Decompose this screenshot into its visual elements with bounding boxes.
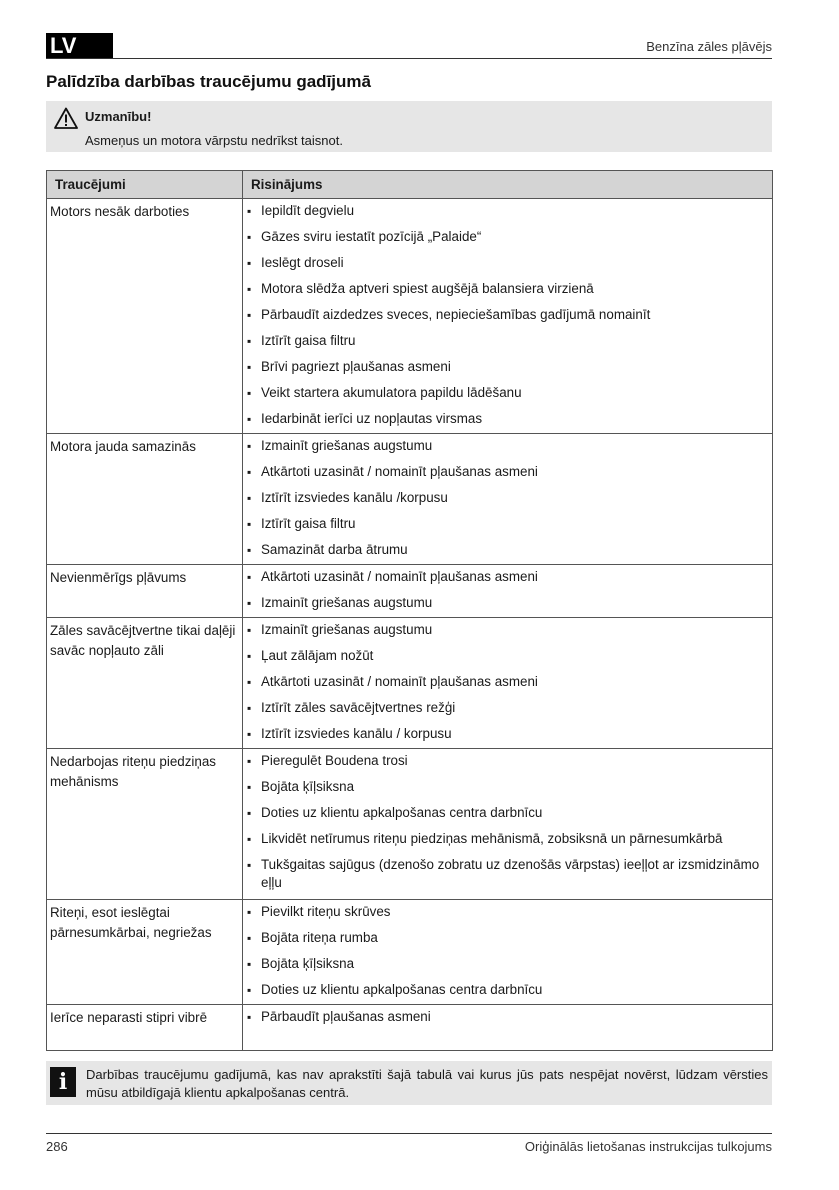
table-body: [47, 199, 773, 1051]
solution-list: [243, 199, 772, 433]
solution-list: [243, 618, 772, 748]
solution-item: ▪ Iztīrīt gaisa filtru: [247, 512, 772, 538]
solution-item: ▪ Motora slēdža aptveri spiest augšējā balansiera virzienā: [247, 277, 772, 303]
solution-cell: [243, 199, 773, 434]
solution-item: ▪ Bojāta ķīļsiksna: [247, 952, 772, 978]
info-text: Darbības traucējumu gadījumā, kas nav aprakstīti šajā tabulā vai kurus jūs pats nespējat novērst, lūdzam vērsties mūsu atbildīgajā klientu apkalpošanas centrā.: [86, 1067, 768, 1100]
solution-item: ▪ Bojāta ķīļsiksna: [247, 775, 772, 801]
language-badge: LV: [46, 33, 113, 59]
solution-item: ▪ Atkārtoti uzasināt / nomainīt pļaušanas asmeni: [247, 460, 772, 486]
solution-item: ▪ Atkārtoti uzasināt / nomainīt pļaušanas asmeni: [247, 670, 772, 696]
column-header-problem: Traucējumi: [47, 171, 243, 199]
warning-triangle-icon: [54, 107, 78, 129]
solution-item: ▪ Doties uz klientu apkalpošanas centra darbnīcu: [247, 978, 772, 1004]
warning-text: Asmeņus un motora vārpstu nedrīkst taisnot.: [85, 133, 343, 148]
solution-item: ▪ Iztīrīt izsviedes kanālu / korpusu: [247, 722, 772, 748]
problem-cell: Nevienmērīgs pļāvums: [47, 565, 243, 618]
solution-item: ▪ Bojāta riteņa rumba: [247, 926, 772, 952]
solution-item: ▪ Iedarbināt ierīci uz nopļautas virsmas: [247, 407, 772, 433]
solution-item: ▪ Izmainīt griešanas augstumu: [247, 618, 772, 644]
solution-item: ▪ Samazināt darba ātrumu: [247, 538, 772, 564]
solution-list: [243, 749, 772, 897]
table-row: [47, 900, 773, 1005]
solution-item: ▪ Likvidēt netīrumus riteņu piedziņas mehānismā, zobsiksnā un pārnesumkārbā: [247, 827, 772, 853]
table-row: [47, 618, 773, 749]
solution-item: ▪ Pieregulēt Boudena trosi: [247, 749, 772, 775]
solution-item: ▪ Atkārtoti uzasināt / nomainīt pļaušanas asmeni: [247, 565, 772, 591]
page-number: 286: [46, 1139, 68, 1154]
footer-title: Oriģinālās lietošanas instrukcijas tulkojums: [524, 1139, 772, 1154]
table-row: [47, 749, 773, 900]
troubleshooting-table: [46, 170, 773, 1051]
solution-cell: [243, 434, 773, 565]
solution-item: ▪ Pārbaudīt pļaušanas asmeni: [247, 1005, 772, 1031]
solution-item: ▪ Pārbaudīt aizdedzes sveces, nepieciešamības gadījumā nomainīt: [247, 303, 772, 329]
footer-divider: [46, 1133, 772, 1134]
solution-item: ▪ Brīvi pagriezt pļaušanas asmeni: [247, 355, 772, 381]
solution-item: ▪ Iepildīt degvielu: [247, 199, 772, 225]
problem-cell: Nedarbojas riteņu piedziņas mehānisms: [47, 749, 243, 900]
info-box: [46, 1061, 772, 1105]
problem-cell: Riteņi, esot ieslēgtai pārnesumkārbai, negriežas: [47, 900, 243, 1005]
page-title: Palīdzība darbības traucējumu gadījumā: [46, 72, 371, 91]
table-row: [47, 1005, 773, 1051]
warning-title: Uzmanību!: [85, 109, 152, 124]
solution-list: [243, 1005, 772, 1031]
solution-item: ▪ Iztīrīt zāles savācējtvertnes režģi: [247, 696, 772, 722]
info-icon: i: [50, 1067, 76, 1097]
solution-list: [243, 565, 772, 617]
document-title: Benzīna zāles pļāvējs: [646, 39, 772, 54]
table-header-row: [47, 171, 773, 199]
solution-item: ▪ Ļaut zālājam nožūt: [247, 644, 772, 670]
solution-item: ▪ Gāzes sviru iestatīt pozīcijā „Palaide“: [247, 225, 772, 251]
header-divider: [46, 58, 772, 59]
solution-item: ▪ Tukšgaitas sajūgus (dzenošo zobratu uz dzenošās vārpstas) ieeļļot ar izsmidzināmo eļļu: [247, 853, 772, 897]
table-row: [47, 434, 773, 565]
solution-cell: [243, 900, 773, 1005]
problem-cell: Motors nesāk darboties: [47, 199, 243, 434]
solution-item: ▪ Doties uz klientu apkalpošanas centra darbnīcu: [247, 801, 772, 827]
solution-item: ▪ Pievilkt riteņu skrūves: [247, 900, 772, 926]
column-header-solution: Risinājums: [243, 171, 773, 199]
solution-list: [243, 900, 772, 1004]
solution-cell: [243, 565, 773, 618]
table-row: [47, 565, 773, 618]
solution-item: ▪ Ieslēgt droseli: [247, 251, 772, 277]
solution-item: ▪ Iztīrīt gaisa filtru: [247, 329, 772, 355]
problem-cell: Ierīce neparasti stipri vibrē: [47, 1005, 243, 1051]
solution-cell: [243, 749, 773, 900]
warning-box: [46, 101, 772, 152]
solution-cell: [243, 1005, 773, 1051]
solution-item: ▪ Izmainīt griešanas augstumu: [247, 591, 772, 617]
solution-cell: [243, 618, 773, 749]
problem-cell: Motora jauda samazinās: [47, 434, 243, 565]
solution-item: ▪ Izmainīt griešanas augstumu: [247, 434, 772, 460]
problem-cell: Zāles savācējtvertne tikai daļēji savāc nopļauto zāli: [47, 618, 243, 749]
solution-item: ▪ Veikt startera akumulatora papildu lādēšanu: [247, 381, 772, 407]
solution-item: ▪ Iztīrīt izsviedes kanālu /korpusu: [247, 486, 772, 512]
table-row: [47, 199, 773, 434]
solution-list: [243, 434, 772, 564]
